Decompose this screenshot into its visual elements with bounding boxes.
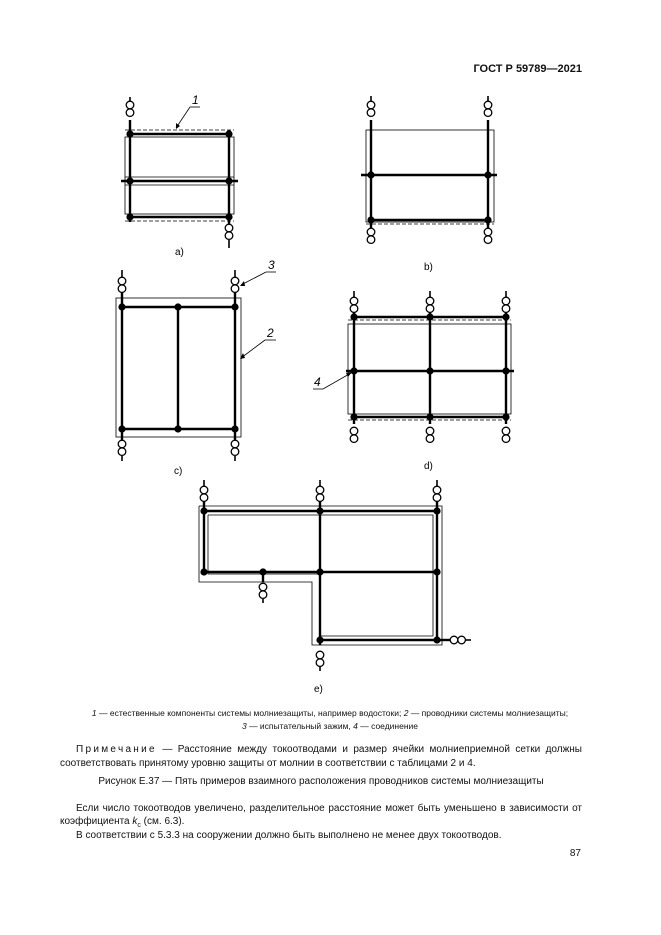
legend-text-2: — проводники системы молниезащиты;	[408, 708, 569, 718]
subfigure-label-d: d)	[424, 461, 433, 472]
callout-3: 3	[268, 258, 275, 272]
figure-caption: Рисунок Е.37 — Пять примеров взаимного расположения проводников системы молниезащиты	[98, 776, 544, 787]
coefficient-symbol: k	[132, 816, 138, 827]
legend-key-3: 3	[241, 721, 247, 731]
paragraph-1-ref: (см. 6.3).	[140, 816, 185, 827]
coefficient-subscript: c	[137, 822, 141, 829]
callout-1: 1	[192, 93, 199, 107]
diagram-b	[361, 96, 497, 243]
note-label: Примечание	[76, 744, 157, 755]
body-paragraph-2: В соответствии с 5.3.3 на сооружении должно быть выполнено не менее двух токоотводов.	[76, 830, 502, 841]
diagram-e	[199, 480, 471, 671]
diagram-c	[116, 270, 276, 461]
figure-legend	[30, 707, 630, 733]
legend-key-4: 4	[353, 721, 358, 731]
legend-line-1	[30, 707, 630, 720]
callout-4: 4	[314, 375, 321, 389]
legend-text-3: — испытательный зажим,	[246, 721, 354, 731]
standard-header: ГОСТ Р 59789—2021	[473, 63, 582, 75]
paragraph-1-text: Если число токоотводов увеличено, разделительное расстояние может быть уменьшено в зависимости от коэффициента	[60, 803, 582, 827]
subfigure-label-a: a)	[175, 247, 184, 258]
subfigure-label-e: e)	[314, 684, 323, 695]
subfigure-label-b: b)	[424, 262, 433, 273]
body-paragraph-1	[60, 802, 582, 832]
page-number: 87	[569, 848, 581, 859]
diagram-a	[121, 97, 238, 248]
legend-text-4: — соединение	[357, 721, 419, 731]
legend-key-2: 2	[403, 708, 409, 718]
figure-note	[60, 743, 582, 771]
subfigure-label-c: c)	[174, 466, 183, 477]
legend-key-1: 1	[91, 708, 97, 718]
callout-2: 2	[267, 326, 274, 340]
diagram-d	[313, 291, 514, 442]
legend-text-1: — естественные компоненты системы молниезащиты, например водостоки;	[96, 708, 404, 718]
legend-line-2	[30, 720, 630, 733]
note-text: — Расстояние между токоотводами и размер ячейки молниеприемной сетки должны соответствовать принятому уровню защиты от молнии в соответствии с таблицами 2 и 4.	[60, 744, 582, 769]
